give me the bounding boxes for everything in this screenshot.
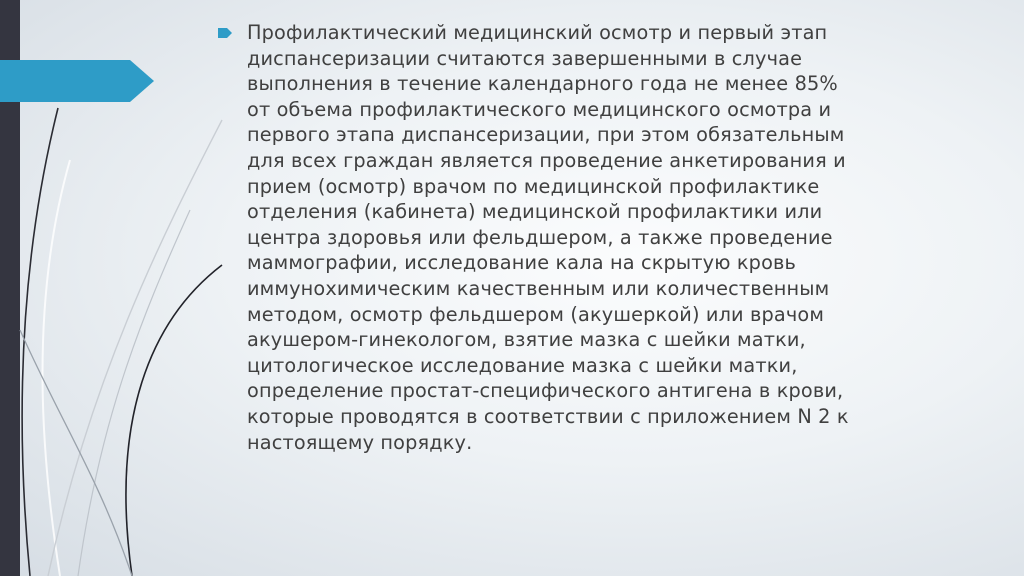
slide-content	[218, 20, 858, 455]
arrow-bullet-icon	[218, 28, 232, 38]
body-paragraph: Профилактический медицинский осмотр и первый этап диспансеризации считаются завершенными в случае выполнения в течение календарного года не менее 85% от объема профилактического медицинского осмотра и первого этапа диспансеризации, при этом обязательным для всех граждан является проведение анкетирования и прием (осмотр) врачом по медицинской профилактике отделения (кабинета) медицинской профилактики или центра здоровья или фельдшером, а также проведение маммографии, исследование кала на скрытую кровь иммунохимическим качественным или количественным методом, осмотр фельдшером (акушеркой) или врачом акушером-гинекологом, взятие мазка с шейки матки, цитологическое исследование мазка с шейки матки, определение простат-специфического антигена в крови, которые проводятся в соответствии с приложением N 2 к настоящему порядку.	[247, 21, 849, 454]
accent-arrow-shape	[0, 60, 154, 102]
